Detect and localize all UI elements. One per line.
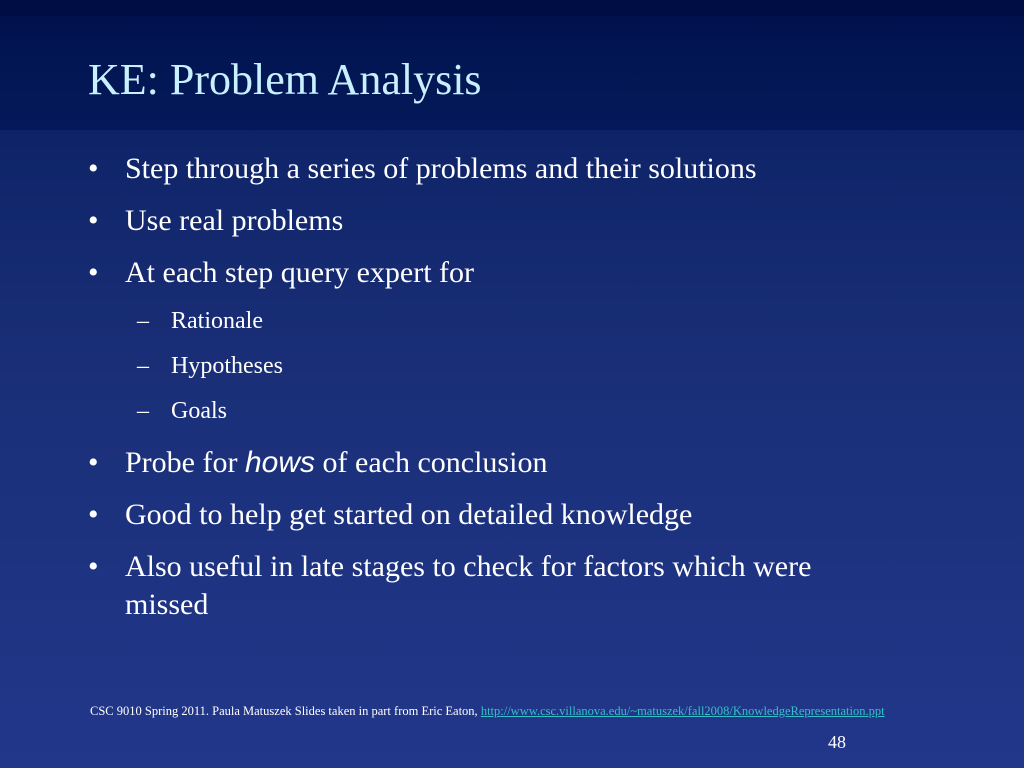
bullet-text: Good to help get started on detailed knowledge <box>125 498 693 531</box>
sub-bullet-text: Goals <box>171 398 227 424</box>
bullet-text-line2: missed <box>125 588 209 621</box>
bullet-mark: • <box>88 204 99 237</box>
bullet-text: Step through a series of problems and their solutions <box>125 152 757 185</box>
bullet-text-post: of each conclusion <box>315 446 548 479</box>
sub-bullet-mark: – <box>137 353 149 379</box>
footer-credit-text: CSC 9010 Spring 2011. Paula Matuszek Slides taken in part from Eric Eaton, <box>90 704 481 718</box>
top-edge-band <box>0 0 1024 16</box>
footer-source-link[interactable]: http://www.csc.villanova.edu/~matuszek/fall2008/KnowledgeRepresentation.ppt <box>480 704 885 718</box>
bullet-mark: • <box>88 498 99 531</box>
emphasis-text: hows <box>244 446 316 479</box>
bullet-mark: • <box>88 550 99 583</box>
bullet-text: Use real problems <box>125 204 344 237</box>
sub-bullet-mark: – <box>137 308 149 334</box>
slide-title: KE: Problem Analysis <box>88 55 482 104</box>
bullet-text: At each step query expert for <box>125 256 475 289</box>
bullet-mark: • <box>88 446 99 479</box>
sub-bullet-text: Rationale <box>171 308 263 334</box>
page-number: 48 <box>828 732 846 752</box>
bullet-mark: • <box>88 256 99 289</box>
bullet-mark: • <box>88 152 99 185</box>
sub-bullet-text: Hypotheses <box>171 353 283 379</box>
bullet-text-line1: Also useful in late stages to check for factors which were <box>125 550 812 583</box>
sub-bullet-mark: – <box>137 398 149 424</box>
slide-footer <box>90 704 885 719</box>
bullet-text-pre: Probe for <box>125 446 245 479</box>
bullet-text <box>125 444 925 482</box>
bullet-text <box>125 548 925 624</box>
